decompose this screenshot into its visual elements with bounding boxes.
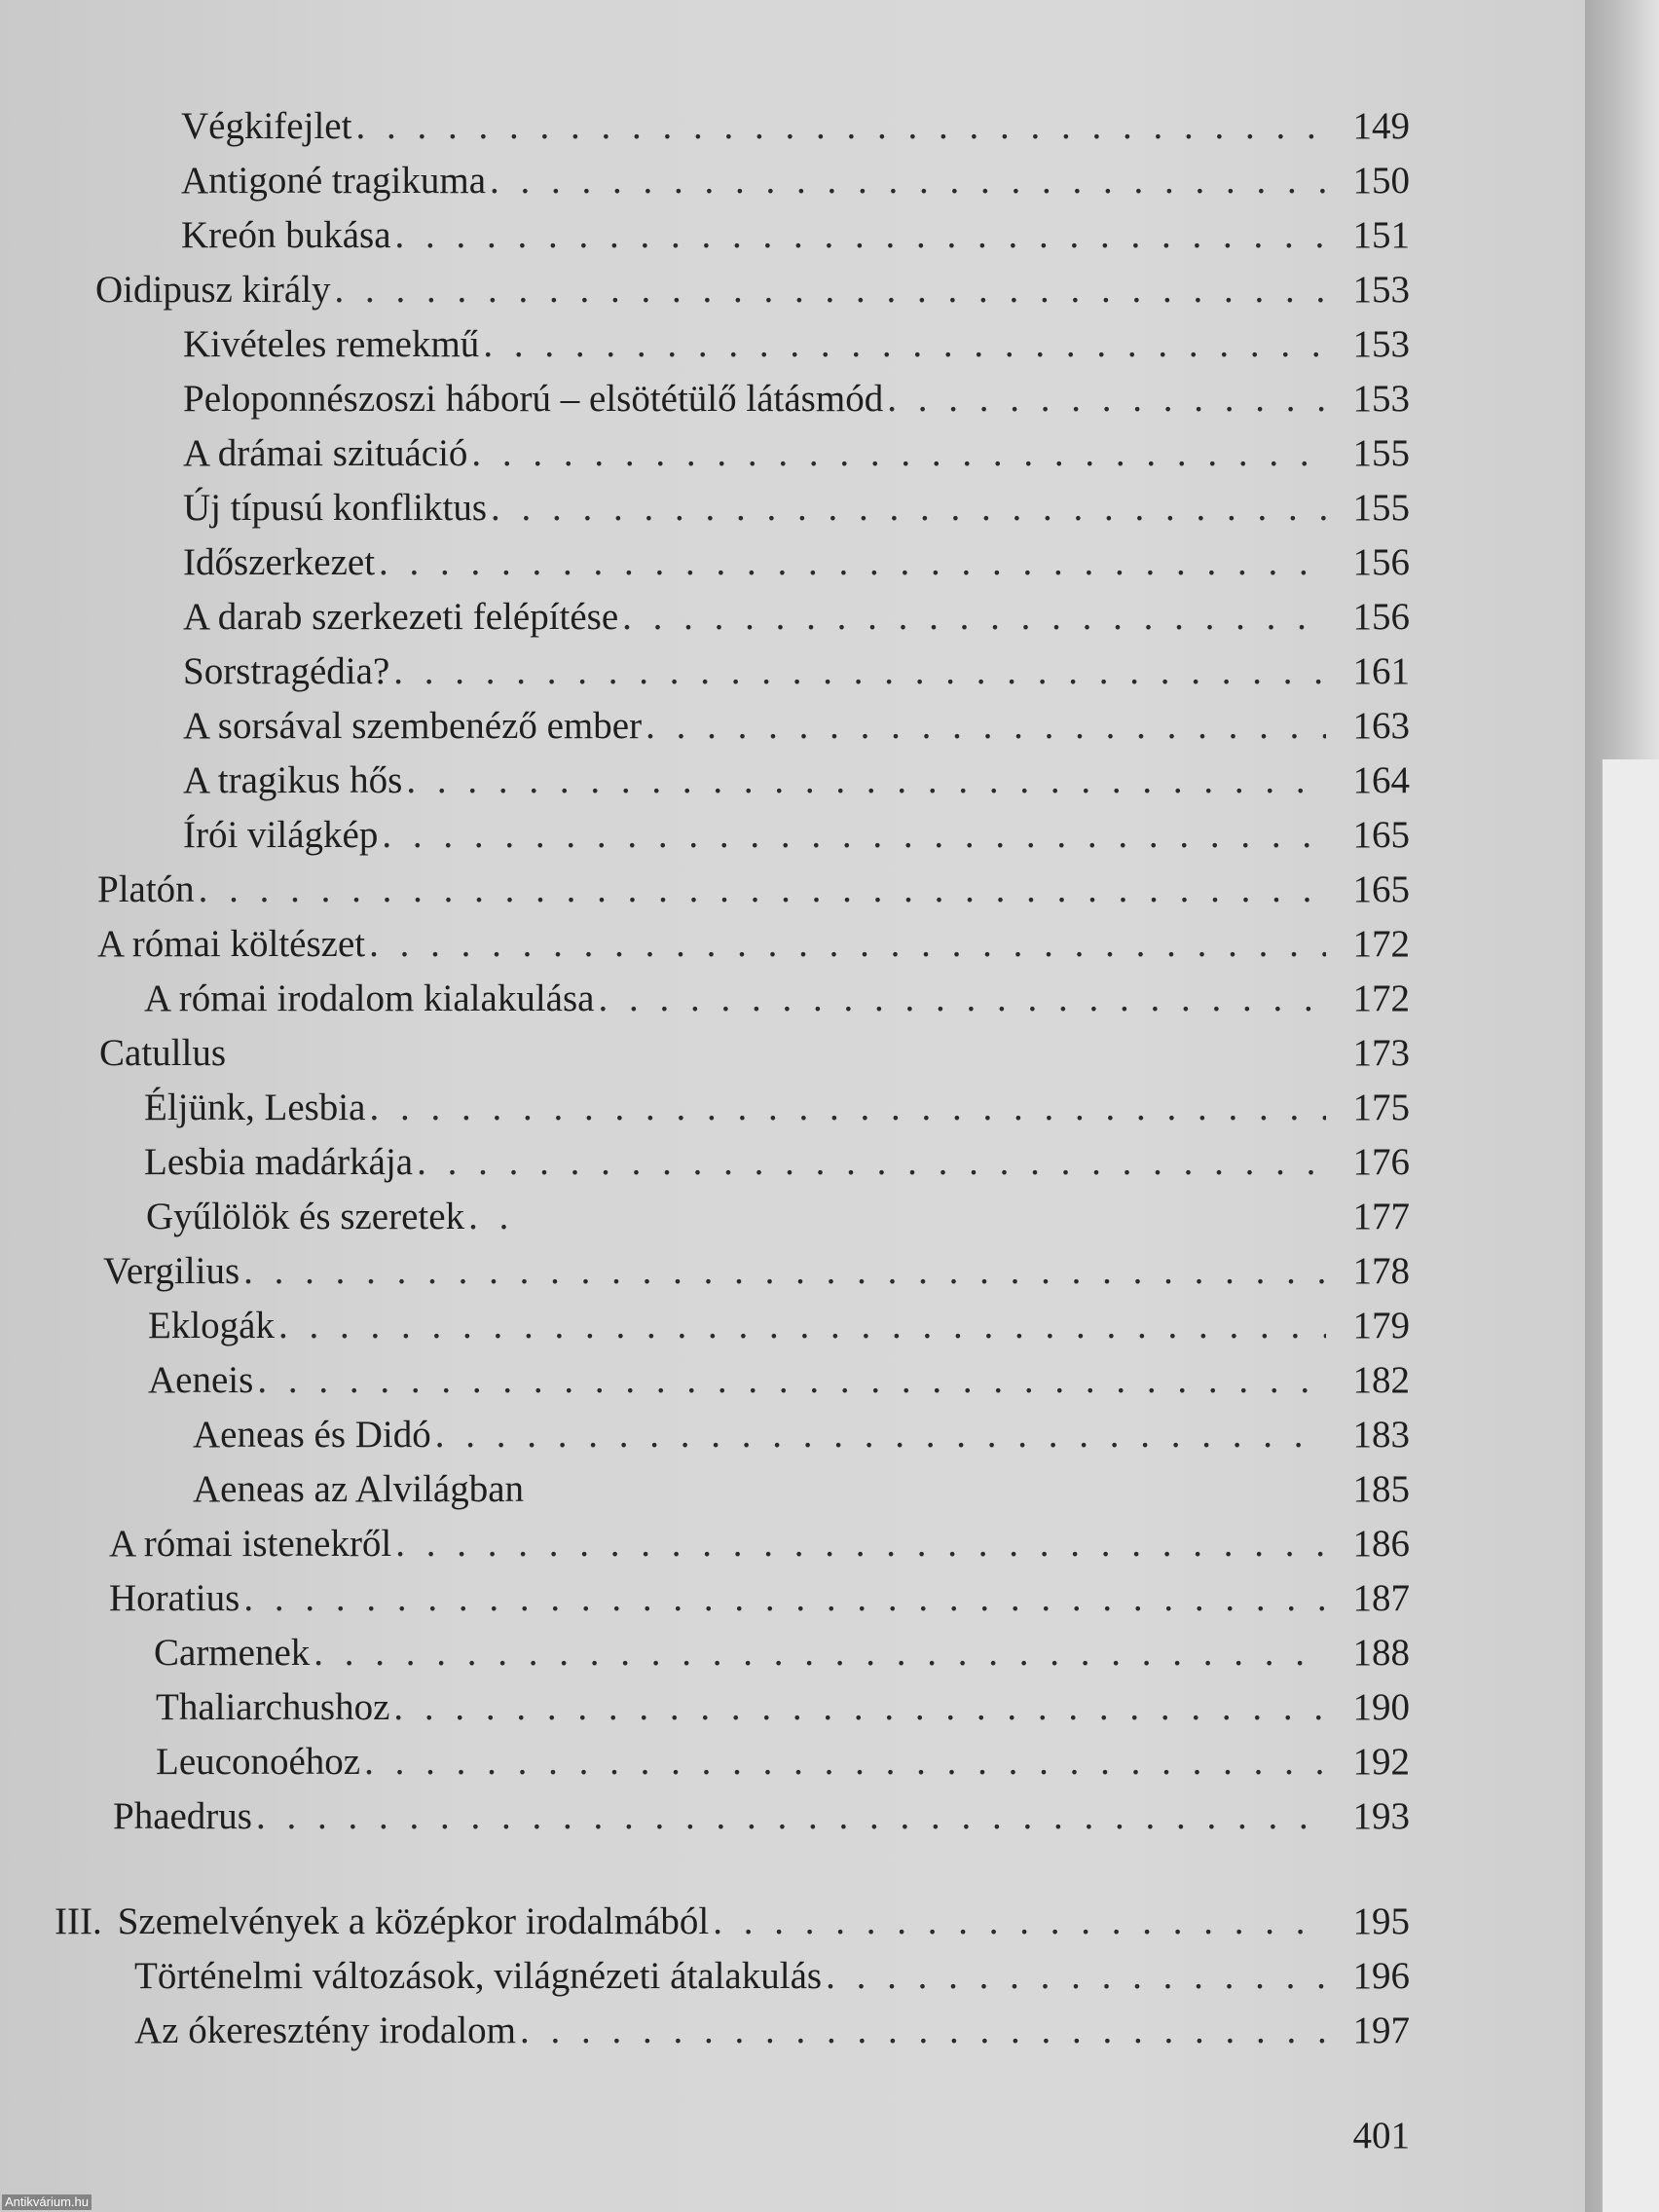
toc-entry-title: Vergilius — [103, 1250, 240, 1292]
dot-leader — [369, 917, 1326, 972]
section-number: III. — [55, 1900, 102, 1942]
dot-leader — [435, 1408, 1326, 1462]
dot-leader — [278, 1299, 1326, 1353]
toc-entry-page: 156 — [1352, 541, 1410, 583]
section-heading — [55, 1895, 1410, 1949]
toc-entry-page: 165 — [1352, 868, 1410, 910]
toc-entry-title: Aeneas az Alvilágban — [193, 1468, 525, 1510]
toc-entry — [183, 645, 1410, 699]
toc-entry-page: 188 — [1352, 1632, 1410, 1674]
toc-entry-page: 192 — [1352, 1741, 1410, 1783]
dot-leader — [393, 1680, 1326, 1735]
toc-entry-page: 187 — [1352, 1577, 1410, 1619]
toc-entry-page: 164 — [1352, 759, 1410, 801]
toc-entry-title: Carmenek — [154, 1632, 311, 1674]
toc-entry-page: 186 — [1352, 1523, 1410, 1565]
toc-entry — [103, 1244, 1410, 1299]
toc-entry — [183, 590, 1410, 645]
toc-entry — [183, 481, 1410, 535]
dot-leader — [393, 645, 1326, 699]
toc-entry-title: Kivételes remekmű — [183, 323, 480, 365]
toc-entry-page: 149 — [1352, 105, 1410, 147]
dot-leader — [645, 699, 1326, 754]
dot-leader — [622, 590, 1326, 645]
toc-entry-title: Antigoné tragikuma — [181, 160, 487, 202]
toc-entry-title: A tragikus hős — [183, 759, 403, 801]
toc-entry — [144, 1081, 1410, 1135]
toc-entry-page: 182 — [1352, 1359, 1410, 1401]
toc-entry-title: Horatius — [109, 1577, 240, 1619]
toc-entry — [183, 754, 1410, 808]
toc-entry — [181, 208, 1410, 263]
dot-leader — [520, 2004, 1326, 2058]
toc-entry — [97, 863, 1410, 917]
dot-leader — [313, 1626, 1326, 1680]
toc-entry-title: Időszerkezet — [183, 541, 376, 583]
toc-entry-page: 151 — [1352, 214, 1410, 256]
toc-entry — [181, 154, 1410, 208]
section-page: 195 — [1352, 1900, 1410, 1942]
toc-entry — [148, 1353, 1410, 1408]
toc-entry-page: 153 — [1352, 323, 1410, 365]
dot-leader — [468, 1190, 507, 1244]
adjacent-page-edge — [1585, 0, 1659, 2212]
toc-entry-page: 176 — [1352, 1141, 1410, 1183]
toc-entry-page: 178 — [1352, 1250, 1410, 1292]
toc-entry — [154, 1626, 1410, 1680]
dot-leader — [395, 208, 1326, 263]
dot-leader — [713, 1895, 1326, 1949]
toc-entry-page: 197 — [1352, 2009, 1410, 2051]
dot-leader — [382, 808, 1326, 863]
toc-entry-title: Catullus — [99, 1032, 227, 1074]
dot-leader — [491, 481, 1326, 535]
toc-entry-page: 165 — [1352, 814, 1410, 856]
dot-leader — [406, 754, 1326, 808]
toc-entry-title: Eklogák — [148, 1305, 275, 1346]
toc-entry — [134, 1949, 1410, 2004]
dot-leader — [335, 263, 1326, 317]
toc-entry — [113, 1789, 1410, 1844]
toc-entry-page: 153 — [1352, 378, 1410, 420]
dot-leader — [490, 154, 1326, 208]
toc-entry — [134, 2004, 1410, 2058]
toc-entry — [183, 317, 1410, 372]
toc-entry-page: 185 — [1352, 1468, 1410, 1510]
toc-entry-page: 175 — [1352, 1087, 1410, 1128]
toc-entry-title: Oidipusz király — [95, 269, 331, 311]
toc-entry-page: 196 — [1352, 1955, 1410, 1997]
toc-entry-title: Aeneas és Didó — [193, 1414, 431, 1456]
toc-entry-title: A drámai szituáció — [183, 432, 468, 474]
toc-entry-page: 193 — [1352, 1795, 1410, 1837]
section-title: Szemelvények a középkor irodalmából — [117, 1900, 710, 1942]
toc-entry — [181, 99, 1410, 154]
toc-entry — [144, 1135, 1410, 1190]
toc-entry — [183, 535, 1410, 590]
dot-leader — [471, 426, 1326, 481]
dot-leader — [256, 1789, 1326, 1844]
toc-entry-page: 155 — [1352, 487, 1410, 529]
toc-entry-title: Thaliarchushoz — [156, 1686, 390, 1728]
toc-entry-title: A római istenekről — [109, 1523, 392, 1565]
toc-entry-title: Végkifejlet — [181, 105, 352, 147]
toc-entry-page: 190 — [1352, 1686, 1410, 1728]
toc-entry — [193, 1408, 1410, 1462]
toc-entry-page: 163 — [1352, 705, 1410, 747]
toc-entry-title: Kreón bukása — [181, 214, 391, 256]
toc-entry-title: A sorsával szembenéző ember — [183, 705, 643, 747]
dot-leader — [364, 1735, 1326, 1789]
toc-entry — [183, 426, 1410, 481]
toc-entry — [97, 917, 1410, 972]
toc-entry-page: 179 — [1352, 1305, 1410, 1346]
toc-entry-page: 172 — [1352, 977, 1410, 1019]
toc-entry — [156, 1680, 1410, 1735]
dot-leader — [199, 863, 1326, 917]
toc-entry-title: Leuconoéhoz — [156, 1741, 361, 1783]
watermark: Antikvárium.hu — [2, 2194, 92, 2210]
toc-entry-page: 155 — [1352, 432, 1410, 474]
toc-entry-page: 156 — [1352, 596, 1410, 638]
dot-leader — [598, 972, 1326, 1026]
toc-entry-page: 177 — [1352, 1196, 1410, 1237]
dot-leader — [395, 1517, 1326, 1571]
toc-entry — [109, 1517, 1410, 1571]
toc-entry — [146, 1190, 1410, 1244]
dot-leader — [369, 1081, 1326, 1135]
toc-entry — [156, 1735, 1410, 1789]
toc-entry-title: Peloponnészoszi háború – elsötétülő látásmód — [183, 378, 884, 420]
toc-entry — [95, 263, 1410, 317]
toc-entry-page: 150 — [1352, 160, 1410, 202]
dot-leader — [826, 1949, 1326, 2004]
dot-leader — [243, 1244, 1326, 1299]
dot-leader — [379, 535, 1326, 590]
toc-entry-title: A darab szerkezeti felépítése — [183, 596, 619, 638]
toc-entry — [144, 972, 1410, 1026]
toc-entry-page: 153 — [1352, 269, 1410, 311]
toc-entry — [183, 372, 1410, 426]
toc-entry-title: Platón — [97, 868, 195, 910]
dot-leader — [483, 317, 1326, 372]
toc-entry-title: Új típusú konfliktus — [183, 487, 488, 529]
page-fold — [1603, 759, 1659, 2212]
toc-entry — [183, 699, 1410, 754]
toc-entry-title: A római költészet — [97, 923, 366, 965]
toc-entry-title: Aeneis — [148, 1359, 254, 1401]
toc-entry-title: Éljünk, Lesbia — [144, 1087, 366, 1128]
dot-leader — [257, 1353, 1326, 1408]
toc-entry — [183, 808, 1410, 863]
toc-entry-title: Phaedrus — [113, 1795, 252, 1837]
toc-entry-title: Írói világkép — [183, 814, 379, 856]
toc-entry-title: Lesbia madárkája — [144, 1141, 414, 1183]
toc-entry-page: 183 — [1352, 1414, 1410, 1456]
toc-entry-title: Gyűlölök és szeretek — [146, 1196, 465, 1237]
toc-entry-page: 172 — [1352, 923, 1410, 965]
dot-leader — [243, 1571, 1326, 1626]
dot-leader — [887, 372, 1326, 426]
dot-leader — [355, 99, 1326, 154]
toc-entry — [109, 1571, 1410, 1626]
toc-entry — [148, 1299, 1410, 1353]
toc-entry-title: Az ókeresztény irodalom — [134, 2009, 517, 2051]
toc-entry-page: 173 — [1352, 1032, 1410, 1074]
toc-entry-title: A római irodalom kialakulása — [144, 977, 595, 1019]
toc-entry — [193, 1462, 1410, 1517]
toc-entry-title: Történelmi változások, világnézeti átalakulás — [134, 1955, 823, 1997]
dot-leader — [417, 1135, 1326, 1190]
toc-entry-title: Sorstragédia? — [183, 650, 390, 692]
toc-entry-page: 161 — [1352, 650, 1410, 692]
page-number: 401 — [1352, 2115, 1410, 2157]
toc-entry — [99, 1026, 1410, 1081]
